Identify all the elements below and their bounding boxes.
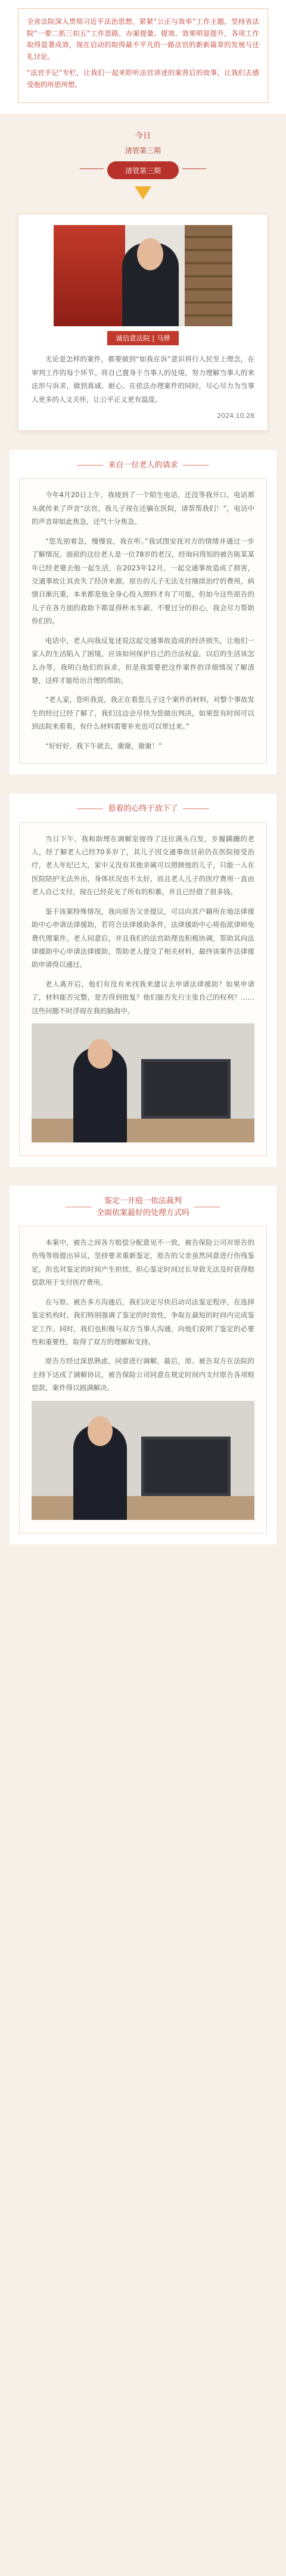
profile-date: 2024.10.28 xyxy=(217,411,254,420)
story-paragraph: “您先别着急，慢慢说，我在听。”我试图安抚对方的情绪并通过一步了解情况。面前的这位老人是一位78岁的老汉，经询问得知的被告陈某某年已经老婆去他一起生活，在2023年12月，一起交通事故造成了损害，交通事故让其丧失了经济来源，原告的儿子无法支付继续治疗的费用，病情日渐沉重，本来都是他全身心投入照料才有了可能，但如今这些原告的儿子在各方面的救助下都显得杯水车薪。不要过分的担心，我会尽力帮助你们的。 xyxy=(32,536,254,626)
judge-at-computer-photo xyxy=(32,1023,254,1142)
judge-at-desk-photo xyxy=(32,1401,254,1520)
intro-panel xyxy=(0,0,286,114)
intro-paragraph-1: 全省法院深入贯彻习近平法治思想，紧紧“公正与效率”工作主题，坚持省法院“一要二抓三扣五”工作思路，办案提量、提效、效果明显提升，各项工作取得显著成效，现在启动的取得最不平凡的一路法官的新新篇章的发展与还礼讨论。 xyxy=(27,17,259,61)
story-section-3 xyxy=(10,1186,276,1544)
story-paragraph: 在与原、被告多方沟通后，我们决定尽快启动司法鉴定程序，在选择鉴定机构时，我们特别强调了鉴定的时效性，争取在最短的时间内完成鉴定工作。同时，我们也积极与双方当事人沟通，向他们说明了鉴定的必要性和重要性，取得了双方的理解和支持。 xyxy=(32,1297,254,1346)
intro-paragraph-2: “法官手记”专栏，让我们一起来聆听法官讲述的案背后的故事，让我们去感受他的所思所想。 xyxy=(27,68,259,89)
story-paragraph: 老人离开后，他们有没有来找我来建议去申请法律援助？如果申请了，材料能否完整，是否得到批复？他们能否先行主张自己的权利？……这些问题不时浮现在我的脑海中。 xyxy=(32,979,254,1015)
issue-title: 今日 xyxy=(135,132,151,141)
judge-caption xyxy=(32,331,254,345)
story-section-1 xyxy=(10,450,276,775)
section-title: 悬着的心终于放下了 xyxy=(108,804,178,814)
story-paragraph: 鉴于该案特殊情况，我向原告父亲提议，可以向其户籍所在地法律援助中心申请法律援助，若符合法律援助条件，法律援助中心将指派律师免费代理案件。老人同意后，并且我们的法官助理也积极协调，帮助其向法律援助中心申请法律援助，帮助老人提交了相关材料，最终该案件法律援助申请得以通过。 xyxy=(32,907,254,969)
story-paragraph: 本案中，被告之间各方赔偿分配意见不一致，被告保险公司对原告的伤残等级提出异议，坚持要求重新鉴定，原告的父亲虽然同意进行伤残鉴定，但也对鉴定的时间产生担忧，担心鉴定时间过长导致无法及时获得赔偿款用于支付医疗费用。 xyxy=(32,1238,254,1287)
issue-subtitle: 清管第三期 xyxy=(125,146,161,155)
profile-paragraph: 无论是怎样的案件，都要做到“如我在诉”意识将行人民至上理念，在审判工作的每个环节。将自己置身于当事人的处境，努力理解当事人的来法形与诉求，做到真诚、耐心、在依法办理案件的同时，尽心尽力为当事人更多的人文关怀，让公平正义更有温度。 xyxy=(32,355,254,404)
section-title: 鉴定一开庭一依法裁判 全面依案最好的处理方式吗 xyxy=(96,1197,189,1217)
down-arrow-icon xyxy=(135,186,151,199)
judge-profile-card xyxy=(18,214,268,431)
story-paragraph: 原告方经过深思熟虑，同意进行调解，最后，原、被告双方在法院的主持下达成了调解协议，被告保险公司同意在规定时间内支付原告各项赔偿款，案件得以圆满解决。 xyxy=(32,1357,254,1392)
story-paragraph: “好好好，我下午就去，谢谢，谢谢！” xyxy=(45,741,162,750)
intro-box xyxy=(18,8,268,103)
judge-photo xyxy=(54,225,232,326)
story-paragraph: “老人家，您听我说，我正在看您儿子这个案件的材料，对整个事故发生的经过已经了解了，我们这边会尽快为您做出判决，如果您有时间可以到法院来看看，有什么材料需要补充也可以带过来。” xyxy=(32,695,254,731)
story-card xyxy=(19,822,267,1156)
section-title: 来自一位老人的请求 xyxy=(108,460,178,470)
judge-caption-text: 诚信意法院 | 马骅 xyxy=(107,331,179,345)
issue-banner: 清管第三期 xyxy=(107,161,179,179)
story-card xyxy=(19,1226,267,1534)
story-card xyxy=(19,478,267,764)
story-paragraph: 当日下午，我和助理在调解室接待了这位满头白发，步履蹒跚的老人，经了解老人已经70多岁了，其儿子因交通事故目前仍在医院接受治疗，老人年纪已大，家中又没有其他亲属可以照顾他的儿子，只能一人在医院陪护无法外出，身体状况也不太好，而且老人儿子的医疗费用一直由老人自己支付，现在已经花光了所有的积蓄，并且已经借了很多钱。 xyxy=(32,834,254,897)
story-paragraph: 今年4月20日上午，我接到了一个陌生电话，还没等我开口，电话那头就传来了声音“法官，我儿子现在还躺在医院，请帮帮我们！”，电话中的声音却如此焦急，还气十分焦急。 xyxy=(32,491,254,526)
story-section-2 xyxy=(10,794,276,1167)
story-paragraph: 电话中，老人向我反复述说这起交通事故造成的经济损失，让他们一家人的生活陷入了困境，应该如何保护自己的合法权益，以后的生活该怎么办等，我明白他们的诉求，但是我需要把这件案件的详细情况了解清楚，这样才能给出合理的帮助。 xyxy=(32,636,254,685)
